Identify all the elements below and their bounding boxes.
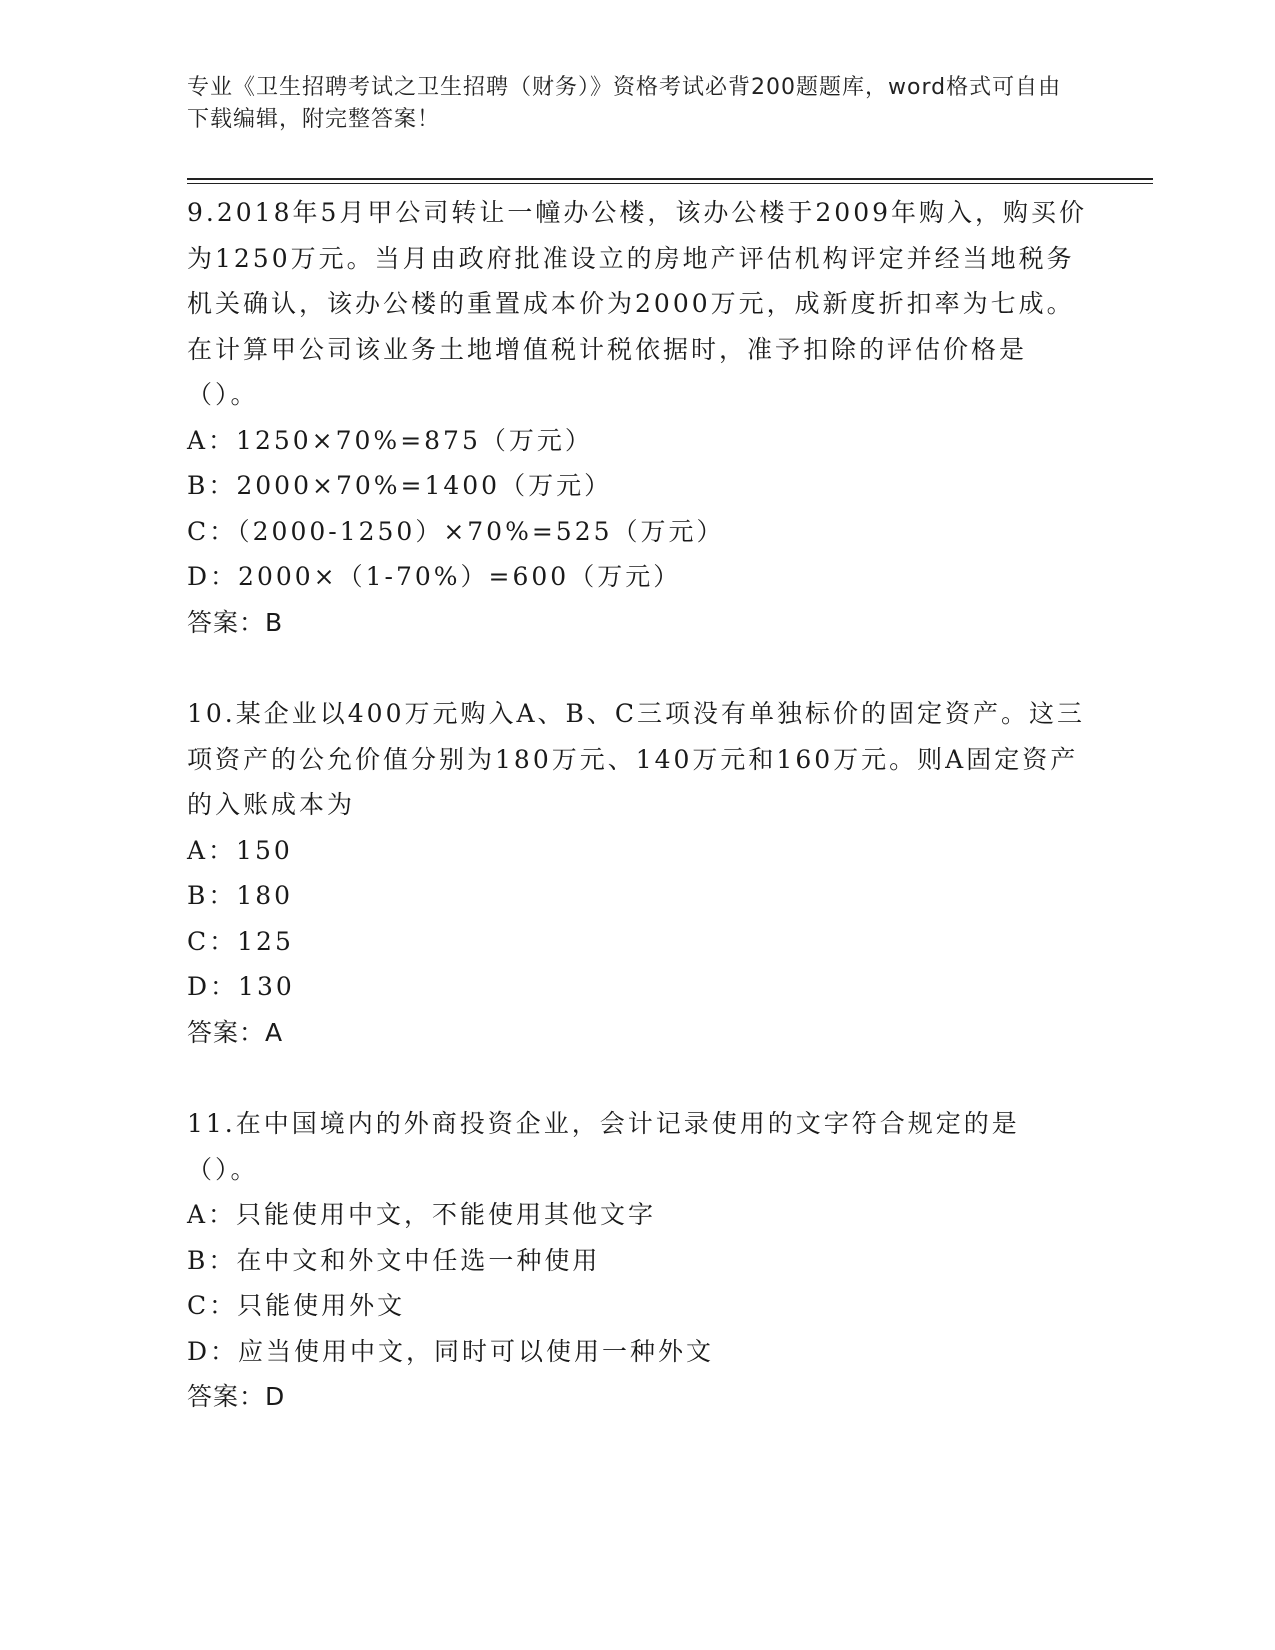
- option-d: D：2000×（1-70%）=600（万元）: [187, 562, 682, 591]
- option-a: A：150: [187, 835, 293, 865]
- question-10: [187, 691, 1087, 1055]
- question-11: [187, 1101, 1087, 1420]
- header-divider-thick: [187, 178, 1153, 180]
- option-d: D：130: [187, 972, 295, 1001]
- question-9: [187, 190, 1087, 645]
- option-b: B：180: [187, 881, 294, 910]
- option-a: A：只能使用中文，不能使用其他文字: [187, 1200, 657, 1229]
- question-text: 9.2018年5月甲公司转让一幢办公楼，该办公楼于2009年购入，购买价为1250万元。当月由政府批准设立的房地产评估机构评定并经当地税务机关确认，该办公楼的重置成本价为2000万元，成新度折扣率为七成。在计算甲公司该业务土地增值税计税依据时，准予扣除的评估价格是（）。: [187, 198, 1088, 409]
- option-a: A：1250×70%=875（万元）: [187, 425, 593, 455]
- option-c: C：（2000-1250）×70%=525（万元）: [187, 516, 725, 546]
- question-list: [187, 190, 1087, 1466]
- question-text: 10.某企业以400万元购入A、B、C三项没有单独标价的固定资产。这三项资产的公允价值分别为180万元、140万元和160万元。则A固定资产的入账成本为: [187, 699, 1086, 819]
- answer: 答案：A: [187, 1017, 284, 1047]
- option-c: C：125: [187, 926, 294, 956]
- option-c: C：只能使用外文: [187, 1291, 406, 1320]
- question-text: 11.在中国境内的外商投资企业，会计记录使用的文字符合规定的是（）。: [187, 1109, 1020, 1184]
- option-b: B：2000×70%=1400（万元）: [187, 471, 613, 500]
- answer: 答案：D: [187, 1382, 286, 1411]
- option-d: D：应当使用中文，同时可以使用一种外文: [187, 1336, 715, 1366]
- option-b: B：在中文和外文中任选一种使用: [187, 1245, 601, 1275]
- header-divider-thin: [187, 183, 1153, 184]
- answer: 答案：B: [187, 607, 284, 637]
- document-header: 专业《卫生招聘考试之卫生招聘（财务）》资格考试必背200题题库，word格式可自由下载编辑，附完整答案！: [187, 75, 1062, 132]
